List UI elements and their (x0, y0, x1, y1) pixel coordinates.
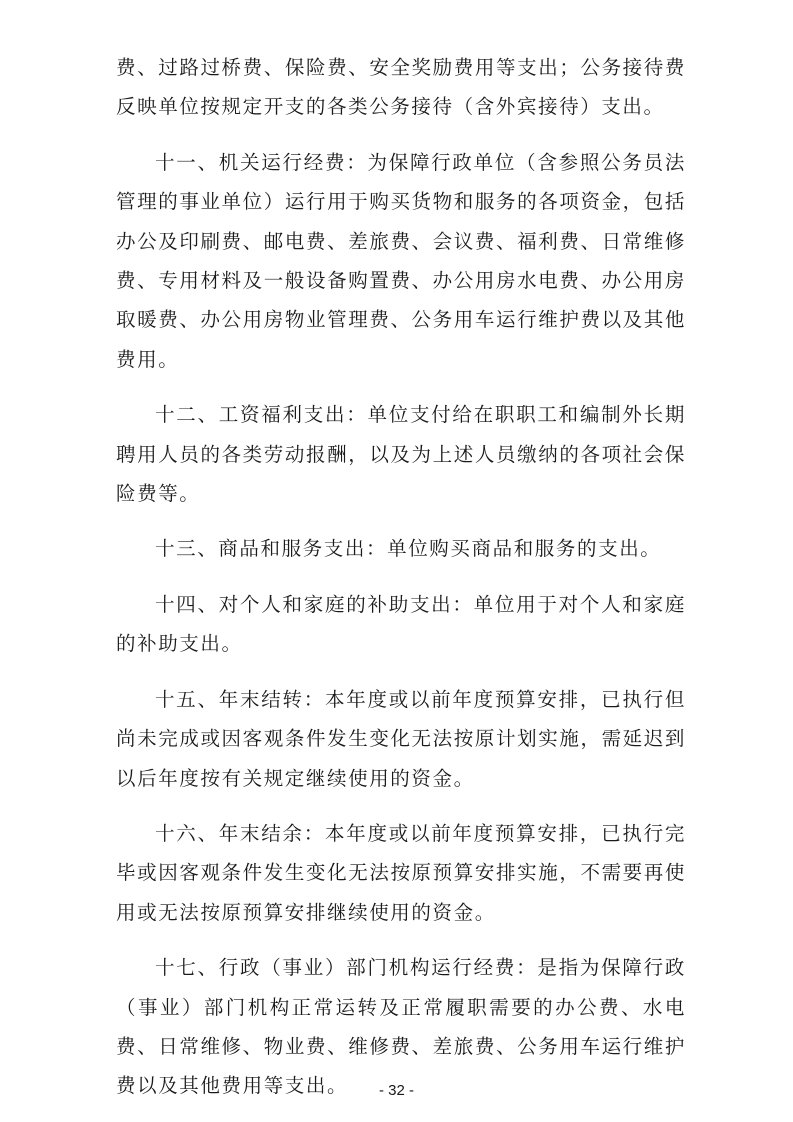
paragraph-item-15: 十五、年末结转：本年度或以前年度预算安排，已执行但尚未完成或因客观条件发生变化无法按原计划实施，需延迟到以后年度按有关规定继续使用的资金。 (116, 687, 686, 790)
paragraph-item-12: 十二、工资福利支出：单位支付给在职职工和编制外长期聘用人员的各类劳动报酬，以及为上述人员缴纳的各项社会保险费等。 (116, 403, 686, 506)
paragraph-item-13: 十三、商品和服务支出：单位购买商品和服务的支出。 (155, 537, 662, 561)
document-body (116, 48, 686, 1122)
paragraph-item-11: 十一、机关运行经费：为保障行政单位（含参照公务员法管理的事业单位）运行用于购买货物和服务的各项资金，包括办公及印刷费、邮电费、差旅费、会议费、福利费、日常维修费、专用材料及一般设备购置费、办公用房水电费、办公用房取暖费、办公用房物业管理费、公务用车运行维护费以及其他费用。 (116, 150, 686, 371)
paragraph-continuation: 费、过路过桥费、保险费、安全奖励费用等支出；公务接待费反映单位按规定开支的各类公务接待（含外宾接待）支出。 (116, 56, 686, 119)
paragraph-item-17: 十七、行政（事业）部门机构运行经费：是指为保障行政（事业）部门机构正常运转及正常履职需要的办公费、水电费、日常维修、物业费、维修费、差旅费、公务用车运行维护费以及其他费用等支出。 (116, 956, 686, 1098)
page-number: - 32 - (378, 1082, 414, 1099)
paragraph-item-14: 十四、对个人和家庭的补助支出：单位用于对个人和家庭的补助支出。 (116, 592, 686, 656)
paragraph-item-16: 十六、年末结余：本年度或以前年度预算安排，已执行完毕或因客观条件发生变化无法按原预算安排实施，不需要再使用或无法按原预算安排继续使用的资金。 (116, 821, 686, 924)
